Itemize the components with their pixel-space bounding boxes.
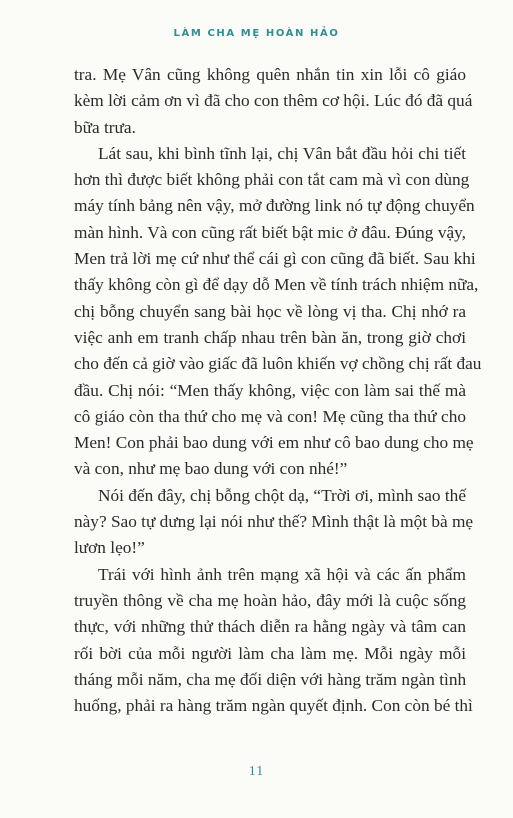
text-line: thực, với những thử thách diễn ra hằng ngày và tâm can <box>74 617 466 637</box>
text-line: đầu. Chị nói: “Men thấy không, việc con làm sai thế mà <box>74 380 466 400</box>
text-line: Men trả lời mẹ cứ như thể cái gì con cũng đã biết. Sau khi <box>74 249 476 269</box>
text-line: kèm lời cảm ơn vì đã cho con thêm cơ hội. Lúc đó đã quá <box>74 91 473 111</box>
text-line: và con, như mẹ bao dung với con nhé!” <box>74 459 348 479</box>
text-line: Men! Con phải bao dung với em như cô bao dung cho mẹ <box>74 433 474 453</box>
text-line: Trái với hình ảnh trên mạng xã hội và các ấn phẩm <box>98 564 466 584</box>
text-line: hơn thì được biết không phải con tắt cam mà vì con dùng <box>74 170 470 190</box>
text-line: lươn lẹo!” <box>74 538 145 558</box>
text-line: màn hình. Và con cũng rất biết bật mic ở đâu. Đúng vậy, <box>74 222 466 242</box>
text-line: này? Sao tự dưng lại nói như thế? Mình thật là một bà mẹ <box>74 512 474 532</box>
text-line: Nói đến đây, chị bỗng chột dạ, “Trời ơi, mình sao thế <box>98 485 466 505</box>
body-text <box>74 62 482 719</box>
text-line: huống, phải ra hàng trăm ngàn quyết định. Con còn bé thì <box>74 696 473 716</box>
text-line: tháng mỗi năm, cha mẹ đối diện với hàng trăm ngàn tình <box>74 669 467 689</box>
text-line: tra. Mẹ Vân cũng không quên nhắn tin xin lỗi cô giáo <box>74 65 466 84</box>
text-line: cho đến cả giờ vào giấc đã luôn khiến vợ chồng chị rất đau <box>74 354 482 374</box>
text-line: việc anh em tranh chấp nhau trên bàn ăn, trong giờ chơi <box>74 327 466 347</box>
running-header: LÀM CHA MẸ HOÀN HẢO <box>173 28 340 39</box>
text-line: thấy không còn gì để dạy dỗ Men về tính trách nhiệm nữa, <box>74 275 479 295</box>
text-line: máy tính bảng nên vậy, mở đường link nó tự động chuyển <box>74 196 475 216</box>
text-line: cô giáo còn tha thứ cho mẹ và con! Mẹ cũng tha thứ cho <box>74 406 466 426</box>
text-line: chị bỗng chuyển sang bài học về lòng vị tha. Chị nhớ ra <box>74 301 466 321</box>
text-line: truyền thông về cha mẹ hoàn hảo, đây mới là cuộc sống <box>74 590 466 610</box>
page-number: 11 <box>248 764 265 779</box>
text-line: bữa trưa. <box>74 117 136 137</box>
text-line: Lát sau, khi bình tĩnh lại, chị Vân bắt đầu hỏi chi tiết <box>98 143 466 163</box>
text-line: rối bời của mỗi người làm cha làm mẹ. Mỗi ngày mỗi <box>74 643 466 663</box>
